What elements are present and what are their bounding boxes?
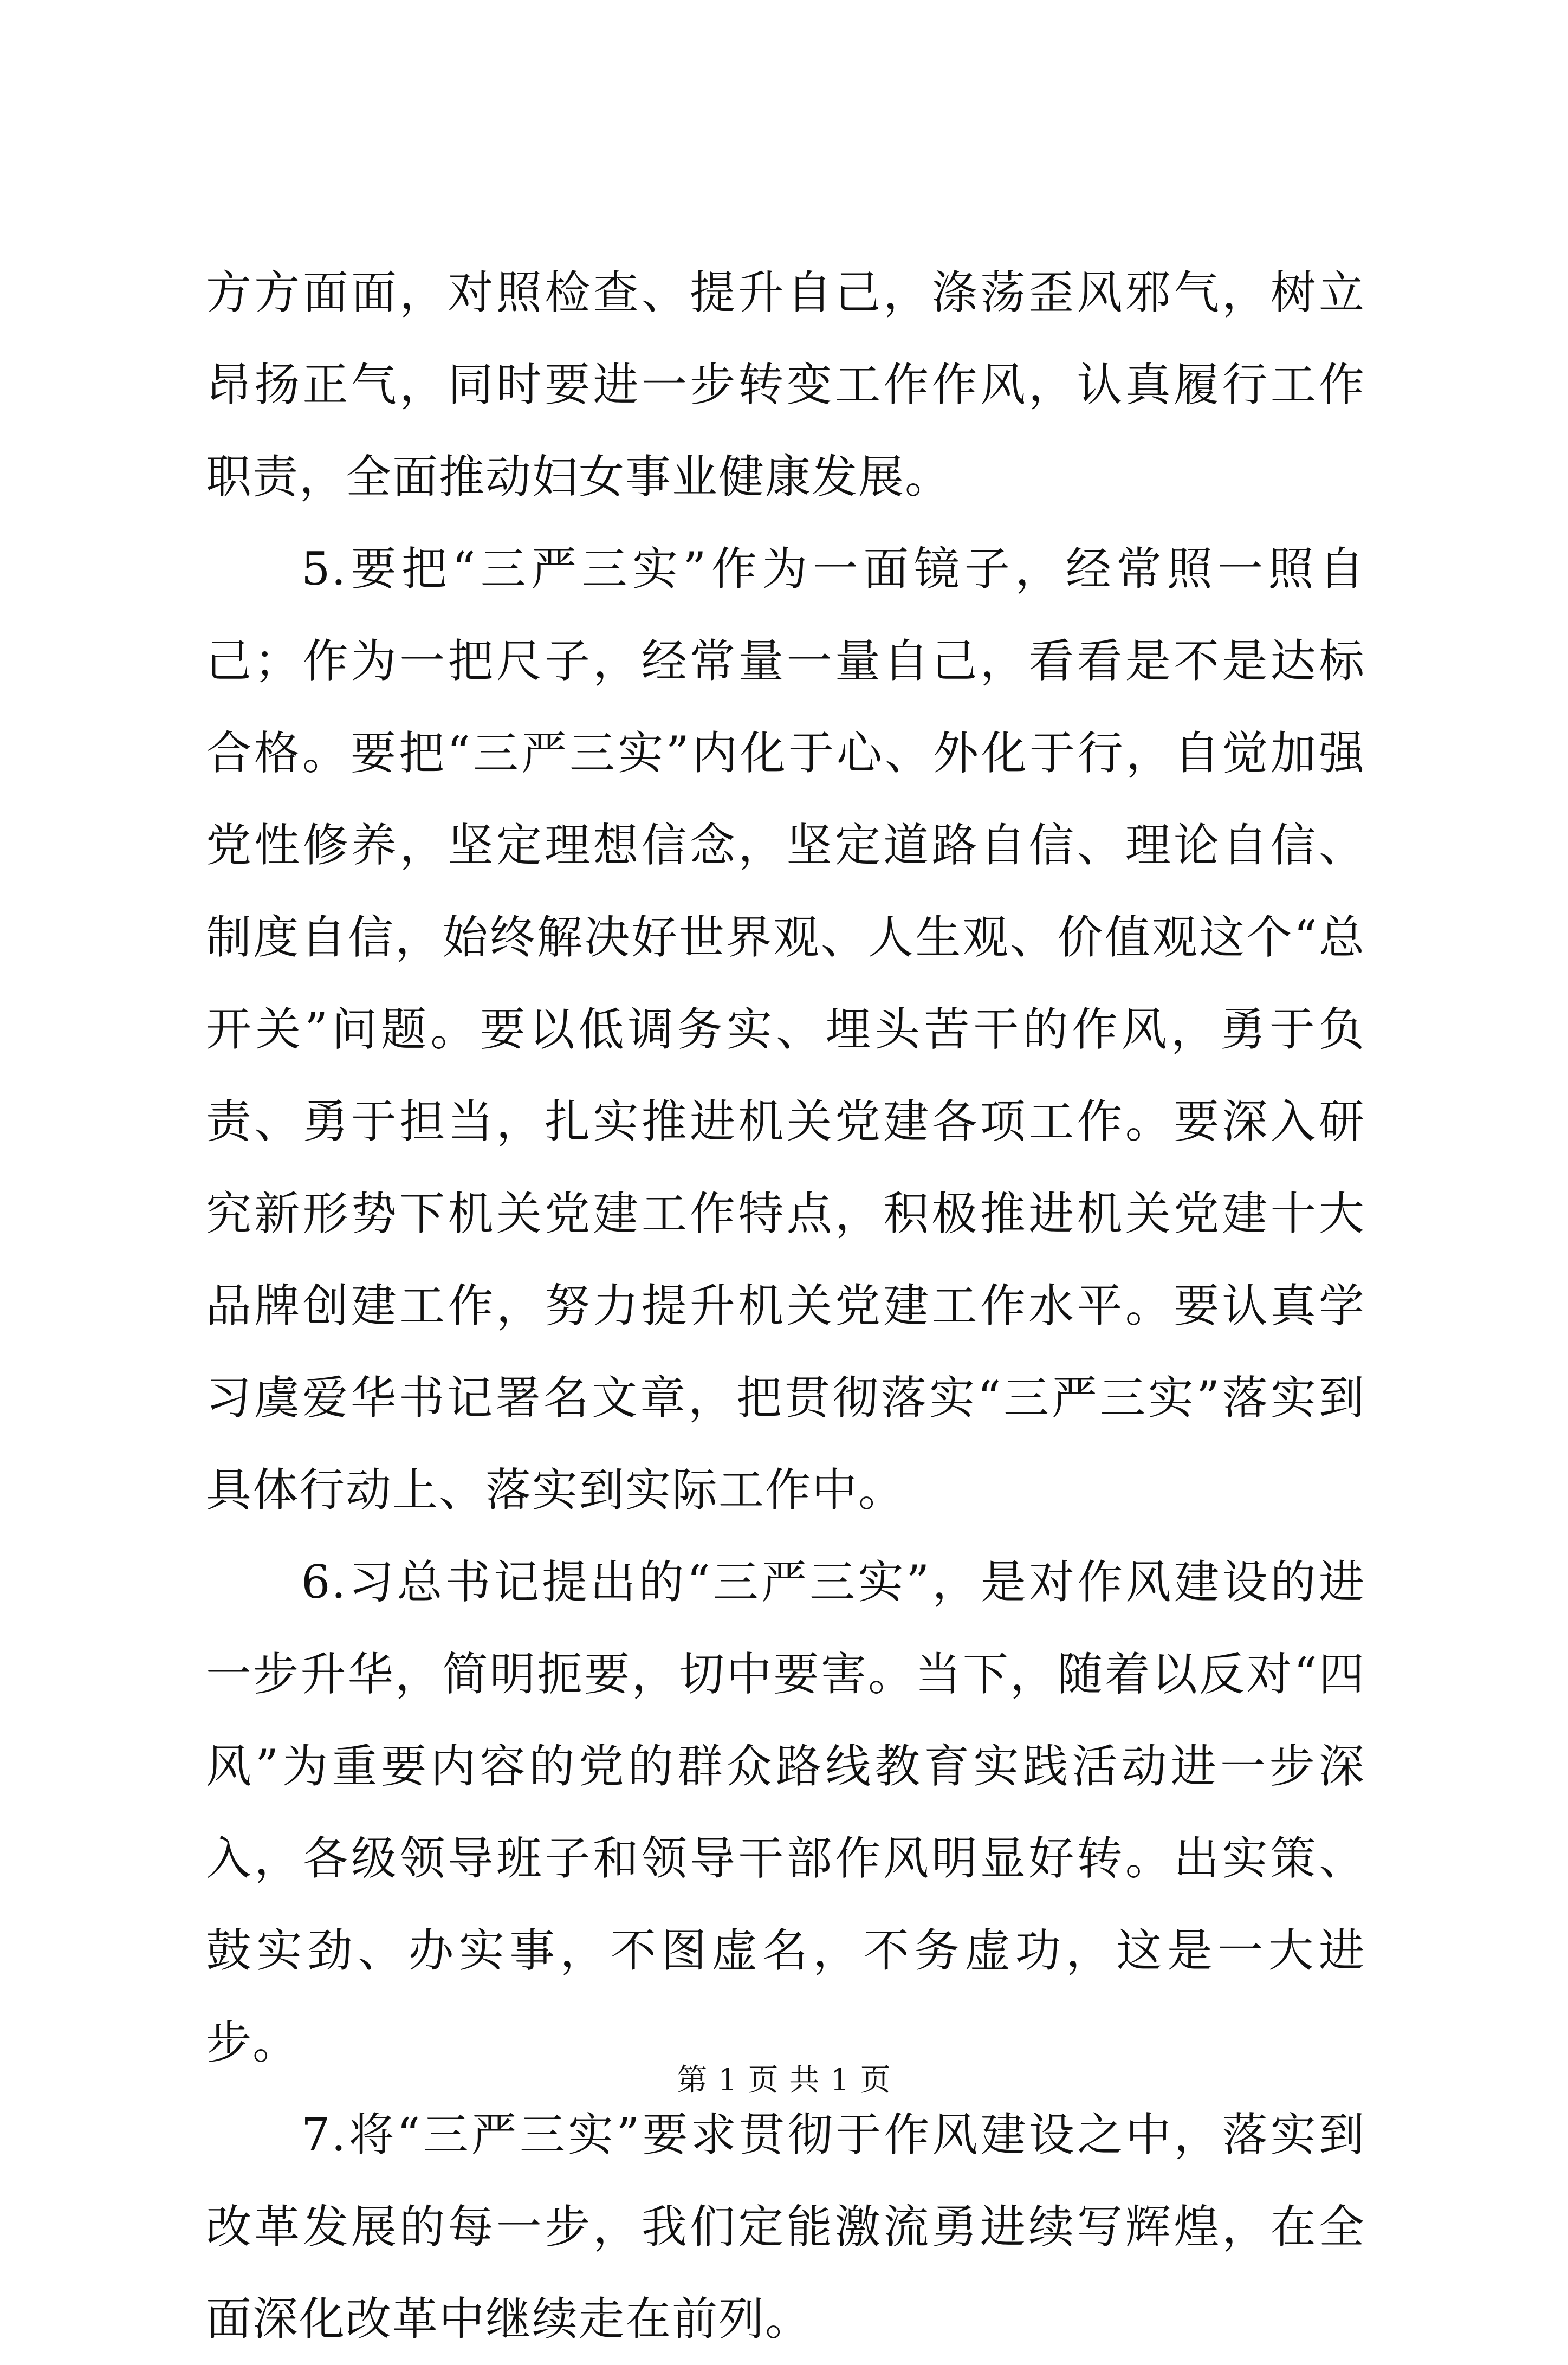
page-number-footer: 第 1 页 共 1 页	[677, 2063, 891, 2098]
paragraph-item-6: 6.习总书记提出的“三严三实”，是对作风建设的进一步升华，简明扼要，切中要害。当下，随着以反对“四风”为重要内容的党的群众路线教育实践活动进一步深入，各级领导班子和领导干部作风明显好转。出实策、鼓实劲、办实事，不图虚名，不务虚功，这是一大进步。	[206, 1556, 1365, 2069]
paragraph-item-5: 5.要把“三严三实”作为一面镜子，经常照一照自己；作为一把尺子，经常量一量自己，看看是不是达标合格。要把“三严三实”内化于心、外化于行，自觉加强党性修养，坚定理想信念，坚定道路自信、理论自信、制度自信，始终解决好世界观、人生观、价值观这个“总开关”问题。要以低调务实、埋头苦干的作风，勇于负责、勇于担当，扎实推进机关党建各项工作。要深入研究新形势下机关党建工作特点，积极推进机关党建十大品牌创建工作，努力提升机关党建工作水平。要认真学习虞爱华书记署名文章，把贯彻落实“三严三实”落实到具体行动上、落实到实际工作中。	[206, 542, 1365, 1517]
paragraph-item-7: 7.将“三严三实”要求贯彻于作风建设之中，落实到改革发展的每一步，我们定能激流勇进续写辉煌，在全面深化改革中继续走在前列。	[206, 2108, 1365, 2345]
document-body	[206, 247, 1365, 2365]
paragraph-continuation: 方方面面，对照检查、提升自己，涤荡歪风邪气，树立昂扬正气，同时要进一步转变工作作风，认真履行工作职责，全面推动妇女事业健康发展。	[206, 266, 1365, 503]
